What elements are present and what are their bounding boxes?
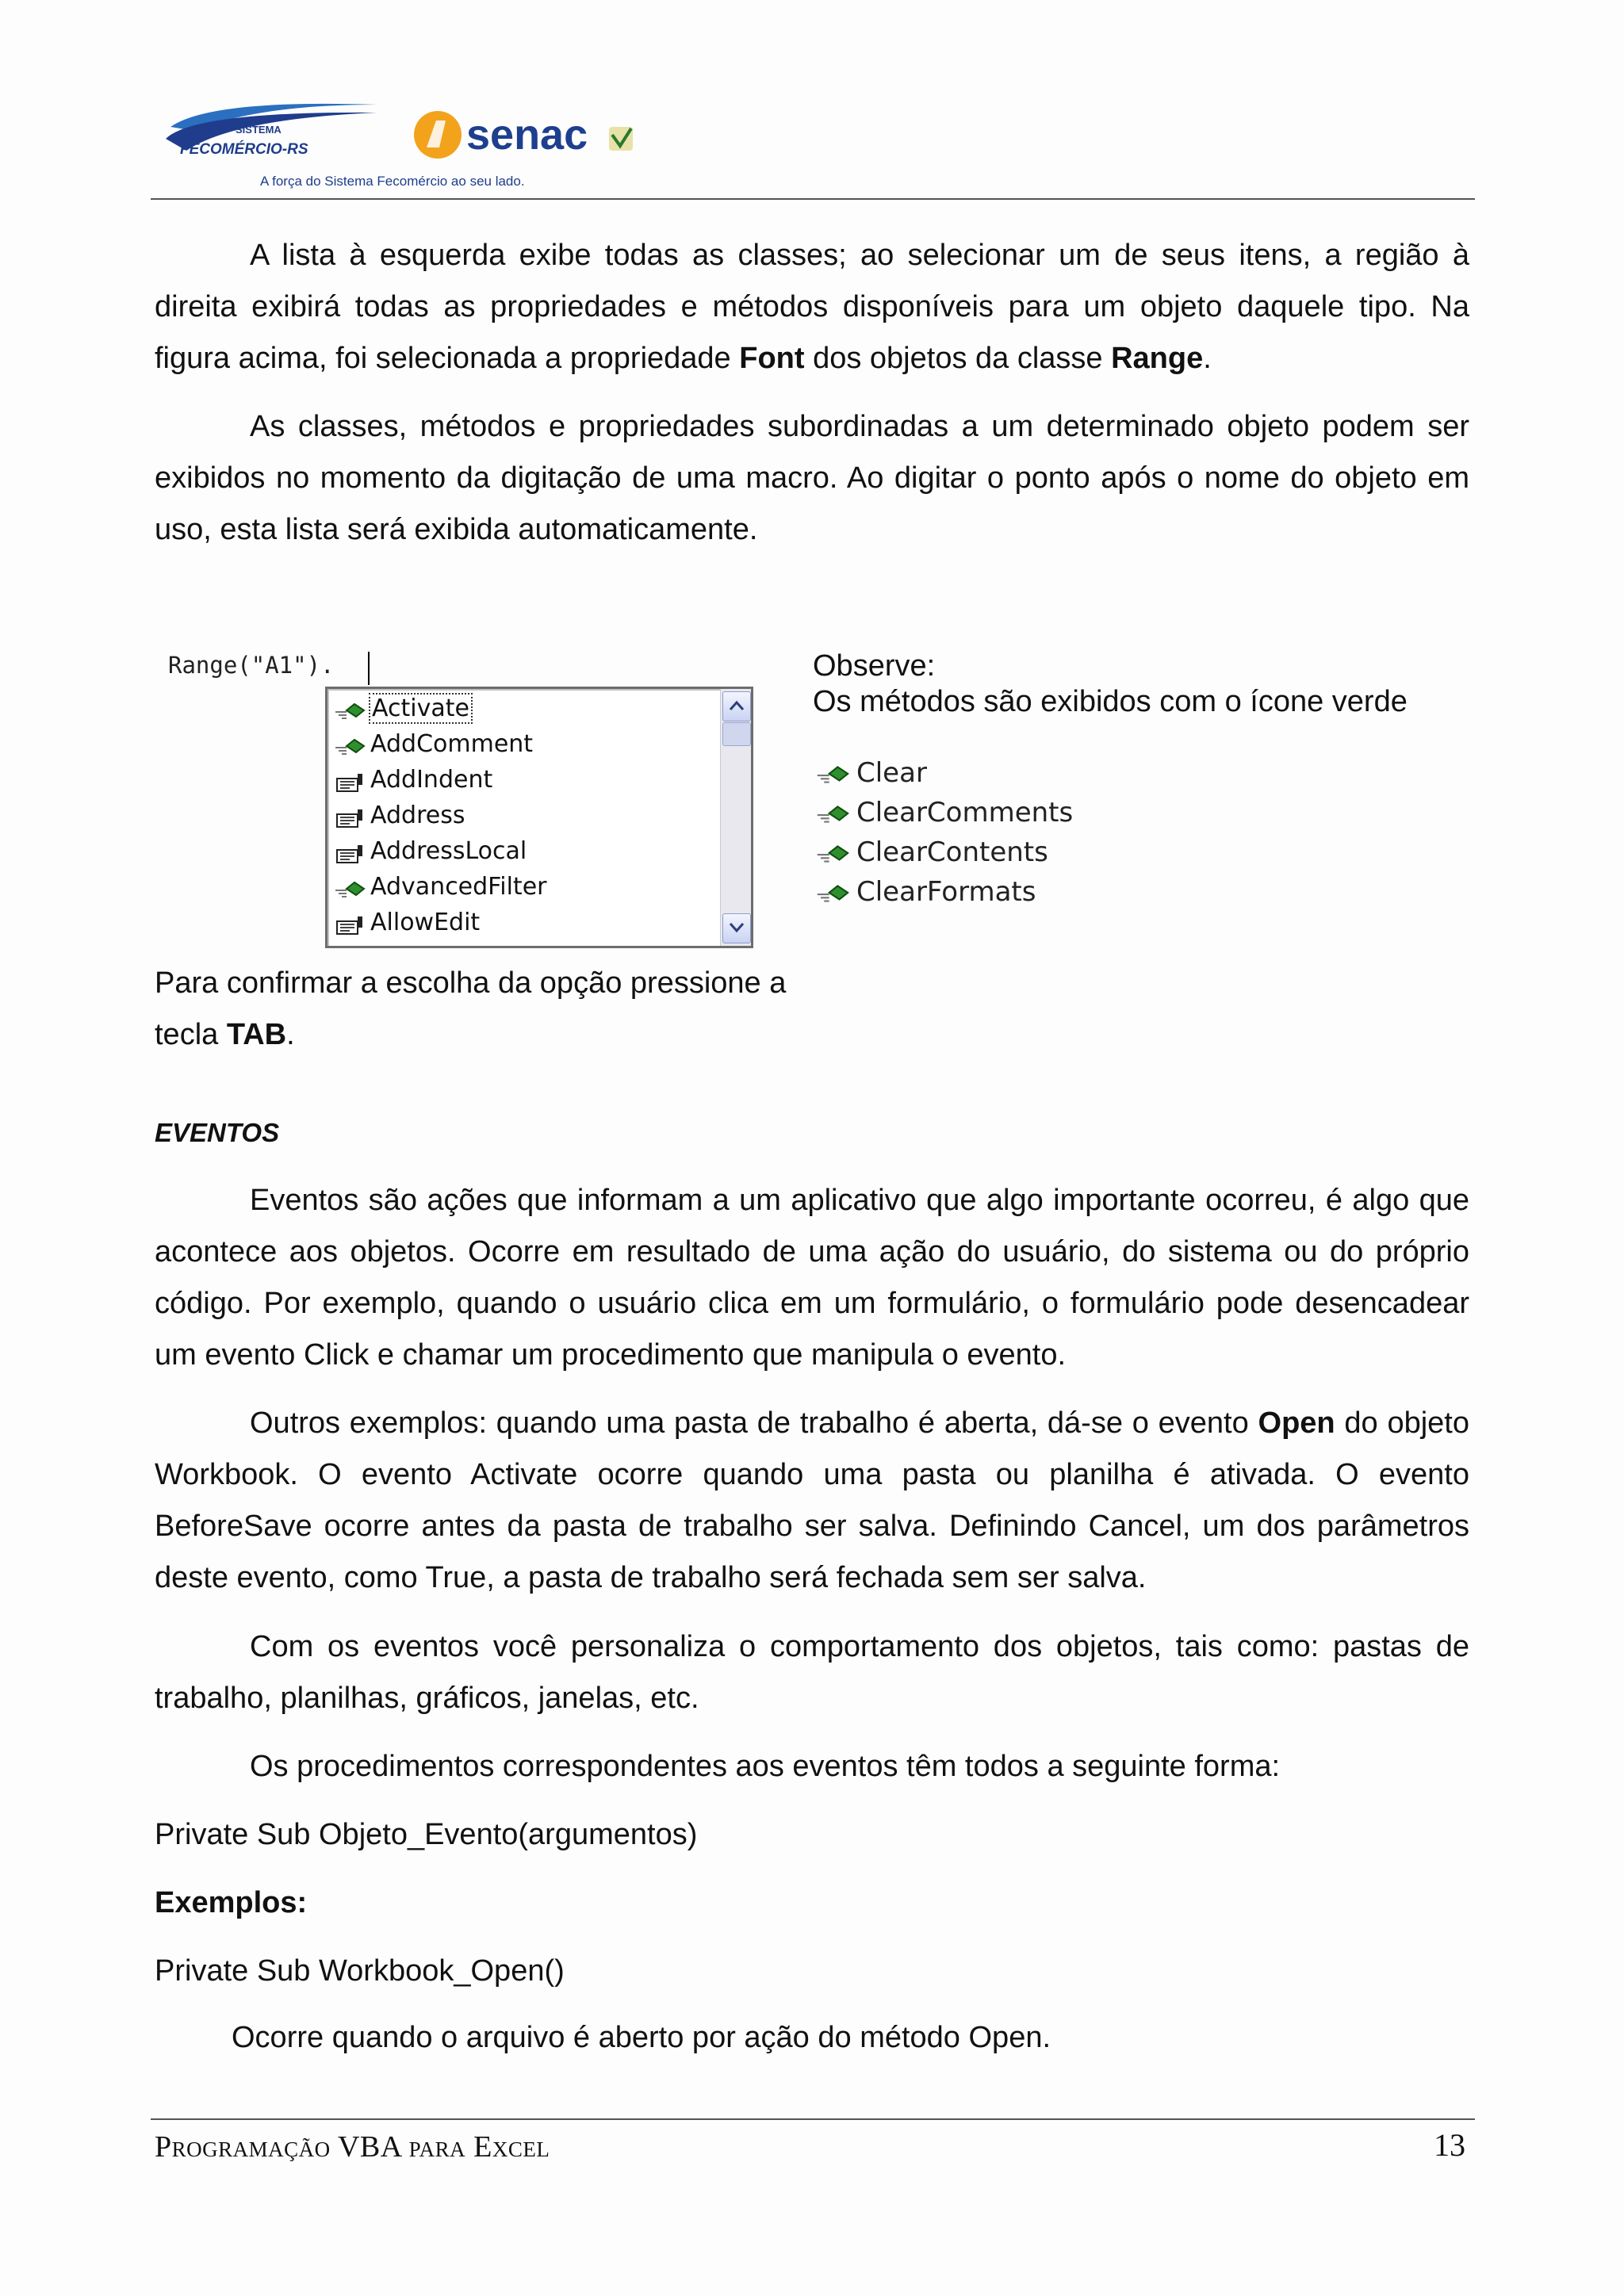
method-example: ClearContents (815, 836, 1048, 868)
senac-logo (412, 103, 642, 166)
observe-text: Os métodos são exibidos com o ícone verde (813, 685, 1408, 718)
section-heading: EVENTOS (155, 1118, 280, 1147)
logo-tagline: A força do Sistema Fecomércio ao seu lado. (260, 174, 525, 189)
text-cursor (368, 652, 370, 685)
eventos-paragraph-2: Outros exemplos: quando uma pasta de trabalho é aberta, dá-se o evento Open do objeto Workbook. O evento Activate ocorre quando uma pasta ou planilha é ativada. O evento BeforeSave ocorre antes da pasta de trabalho ser salva. Definindo Cancel, um dos parâmetros deste evento, como True, a pasta de trabalho será fechada sem ser salva. (155, 1406, 1469, 1594)
tab-key-label: TAB (226, 1018, 287, 1051)
eventos-paragraph-1: Eventos são ações que informam a um aplicativo que algo importante ocorreu, é algo que acontece aos objetos. Ocorre em resultado de uma ação do usuário, do sistema ou do próprio código. Por exemplo, quando o usuário clica em um formulário, o formulário pode desencadear um evento Click e chamar um procedimento que manipula o evento. (155, 1184, 1469, 1372)
eventos-paragraph-3: Com os eventos você personaliza o comportamento dos objetos, tais como: pastas de trabalho, planilhas, gráficos, janelas, etc. (155, 1630, 1469, 1715)
list-item[interactable]: AddressLocal (334, 833, 527, 869)
list-item[interactable]: AddComment (334, 726, 533, 762)
property-icon (334, 769, 367, 793)
header-divider (151, 198, 1475, 200)
method-icon (815, 762, 852, 787)
method-icon (334, 733, 367, 757)
observe-title: Observe: (813, 649, 936, 683)
confirm-line-1: Para confirmar a escolha da opção pressione a (155, 966, 787, 1000)
method-icon (815, 881, 852, 906)
example-code: Private Sub Workbook_Open() (155, 1954, 565, 1988)
method-example: ClearFormats (815, 876, 1036, 908)
property-icon (334, 912, 367, 936)
example-description: Ocorre quando o arquivo é aberto por ação do método Open. (232, 2021, 1051, 2054)
chevron-down-icon (729, 921, 745, 934)
list-item[interactable]: Address (334, 798, 465, 833)
scroll-down-button[interactable] (722, 913, 751, 943)
method-example: Clear (815, 757, 927, 789)
logo-senac-text: senac (466, 111, 588, 159)
intellisense-list[interactable] (325, 687, 753, 948)
range-keyword: Range (1111, 342, 1204, 375)
property-icon (334, 805, 367, 828)
examples-label: Exemplos: (155, 1886, 308, 1919)
confirm-line-2: tecla TAB. (155, 1018, 295, 1051)
method-icon (334, 876, 367, 900)
syntax-line: Private Sub Objeto_Evento(argumentos) (155, 1818, 698, 1851)
fecomercio-logo (163, 95, 385, 174)
method-example: ClearComments (815, 797, 1073, 828)
logo-fecomercio-text: FECOMÉRCIO-RS (180, 141, 308, 158)
chevron-up-icon (729, 699, 745, 712)
page-number: 13 (1434, 2127, 1465, 2163)
intro-paragraph-2: As classes, métodos e propriedades subordinadas a um determinado objeto podem ser exibidos no momento da digitação de uma macro. Ao digitar o ponto após o nome do objeto em uso, esta lista será exibida automaticamente. (155, 410, 1469, 546)
code-line: Range("A1"). (168, 652, 335, 679)
method-icon (334, 698, 367, 721)
footer-title: Programação VBA para Excel (155, 2130, 550, 2164)
intro-paragraph-1: A lista à esquerda exibe todas as classes; ao selecionar um de seus itens, a região à direita exibirá todas as propriedades e métodos disponíveis para um objeto daquele tipo. Na figura acima, foi selecionada a propriedade Font dos objetos da classe Range. (155, 239, 1469, 375)
open-keyword: Open (1258, 1406, 1335, 1440)
scroll-thumb[interactable] (722, 722, 751, 746)
observe-note (813, 649, 1408, 720)
footer-divider (151, 2118, 1475, 2120)
list-item[interactable]: AllowEdit (334, 905, 480, 940)
property-icon (334, 840, 367, 864)
list-item[interactable]: AddIndent (334, 762, 492, 798)
list-item[interactable]: Activate (334, 691, 471, 726)
list-item[interactable]: AdvancedFilter (334, 869, 546, 905)
scroll-up-button[interactable] (722, 691, 751, 721)
logo-sistema-text: SISTEMA (236, 124, 282, 136)
eventos-paragraph-4: Os procedimentos correspondentes aos eventos têm todos a seguinte forma: (250, 1750, 1281, 1783)
method-icon (815, 841, 852, 867)
font-keyword: Font (739, 342, 805, 375)
method-icon (815, 802, 852, 827)
list-scrollbar[interactable] (720, 689, 751, 946)
